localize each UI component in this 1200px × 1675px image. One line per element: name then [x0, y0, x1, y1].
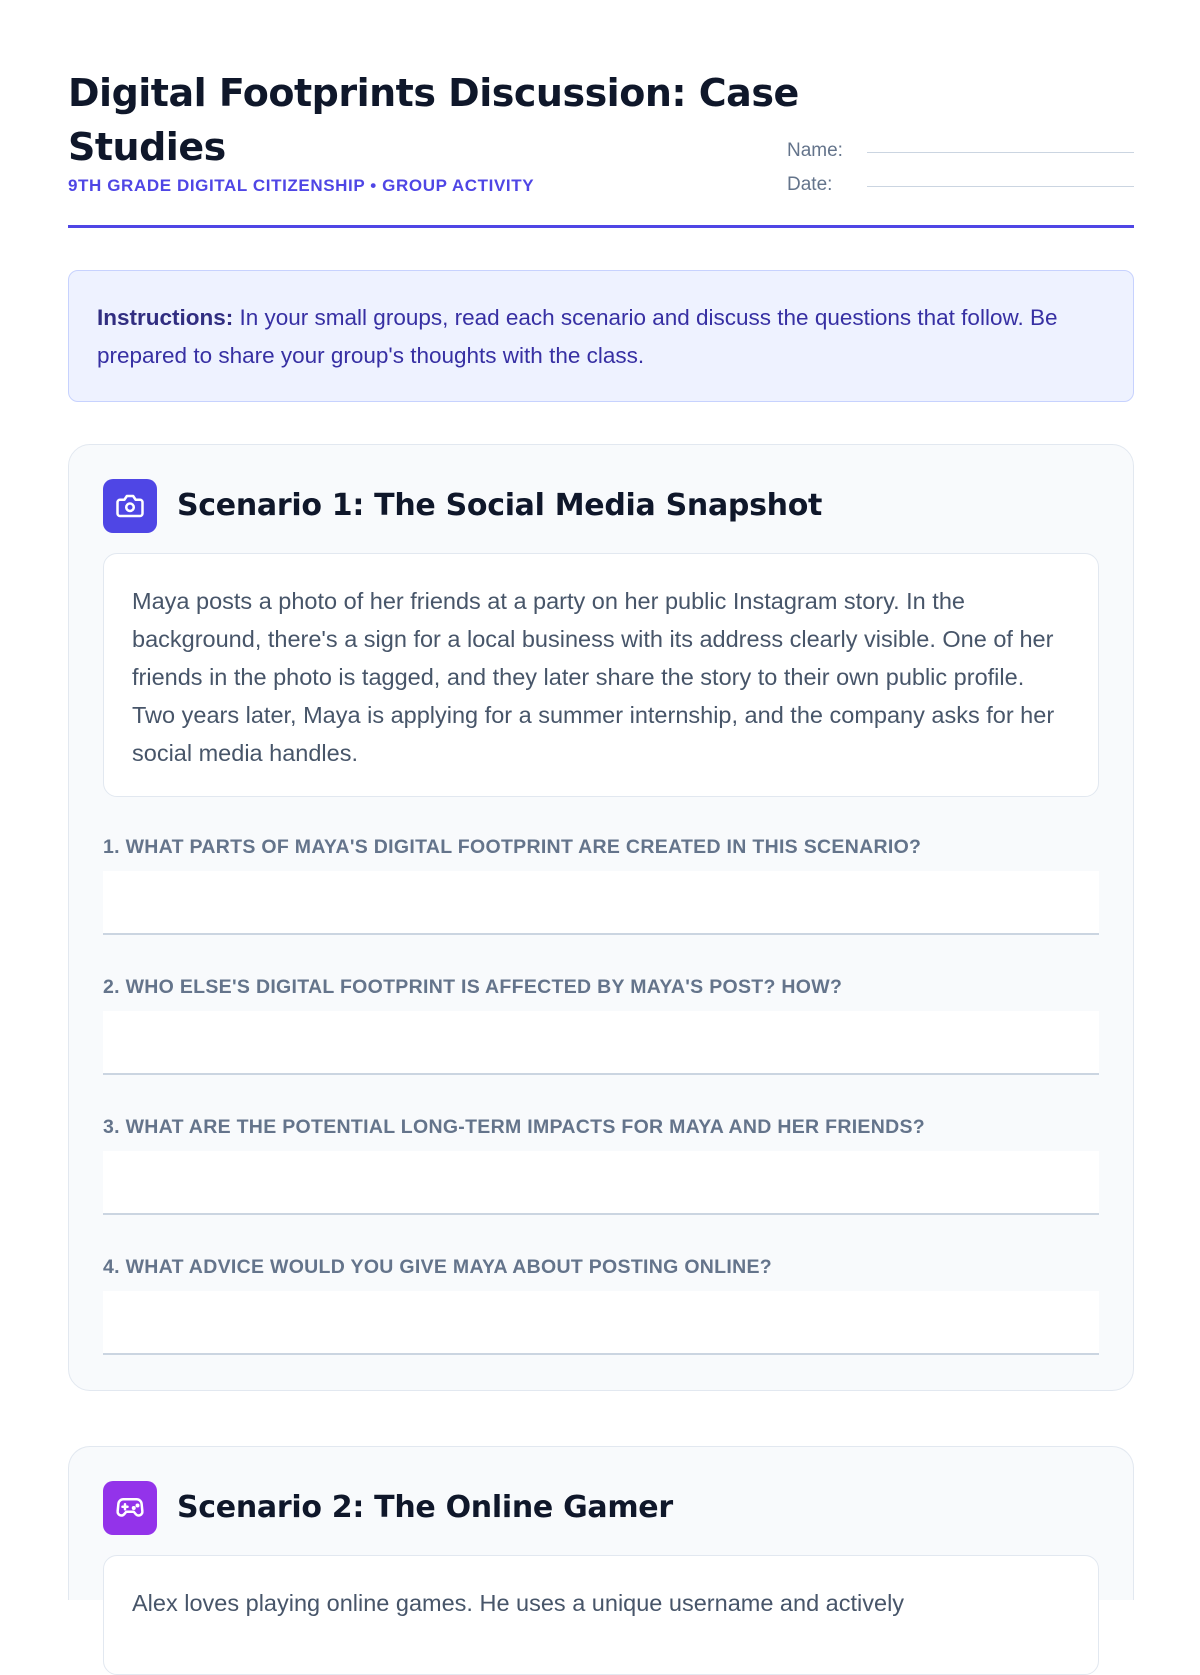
scenario-description: Alex loves playing online games. He uses a unique username and actively	[103, 1555, 1099, 1675]
gamepad-icon	[103, 1481, 157, 1535]
scenario-description: Maya posts a photo of her friends at a party on her public Instagram story. In the background, there's a sign for a local business with its address clearly visible. One of her friends in the photo is tagged, and they later share the story to their own public profile. Two years later, Maya is applying for a summer internship, and the company asks for her social media handles.	[103, 553, 1099, 797]
date-field[interactable]	[867, 186, 1134, 187]
question	[103, 1255, 1099, 1355]
worksheet-header	[68, 0, 1134, 228]
scenario-title: Scenario 2: The Online Gamer	[177, 1490, 673, 1525]
question-label: 1. WHAT PARTS OF MAYA'S DIGITAL FOOTPRINT ARE CREATED IN THIS SCENARIO?	[103, 836, 922, 858]
answer-field[interactable]	[103, 871, 1099, 935]
name-field[interactable]	[867, 152, 1134, 153]
worksheet-page	[68, 0, 1134, 1616]
date-label: Date:	[787, 174, 833, 195]
name-label: Name:	[787, 140, 843, 161]
page-subtitle: 9TH GRADE DIGITAL CITIZENSHIP • GROUP ACTIVITY	[68, 176, 535, 195]
question-label: 4. WHAT ADVICE WOULD YOU GIVE MAYA ABOUT POSTING ONLINE?	[103, 1256, 773, 1278]
answer-field[interactable]	[103, 1291, 1099, 1355]
question-label: 2. WHO ELSE'S DIGITAL FOOTPRINT IS AFFECTED BY MAYA'S POST? HOW?	[103, 976, 843, 998]
instructions-text: In your small groups, read each scenario and discuss the questions that follow. Be prepared to share your group's thoughts with the class.	[97, 305, 1058, 368]
question	[103, 835, 1099, 935]
name-row	[787, 138, 1134, 172]
scenario-card	[68, 444, 1134, 1391]
scenario-title: Scenario 1: The Social Media Snapshot	[177, 488, 823, 523]
page-title: Digital Footprints Discussion: Case Studies	[68, 71, 799, 169]
student-info	[787, 138, 1134, 206]
answer-field[interactable]	[103, 1151, 1099, 1215]
answer-field[interactable]	[103, 1011, 1099, 1075]
date-row	[787, 172, 1134, 206]
instructions-label: Instructions:	[97, 305, 234, 330]
camera-icon	[103, 479, 157, 533]
scenario-card	[68, 1446, 1134, 1616]
instructions-box	[68, 270, 1134, 402]
question	[103, 1115, 1099, 1215]
question	[103, 975, 1099, 1075]
question-label: 3. WHAT ARE THE POTENTIAL LONG-TERM IMPACTS FOR MAYA AND HER FRIENDS?	[103, 1116, 926, 1138]
